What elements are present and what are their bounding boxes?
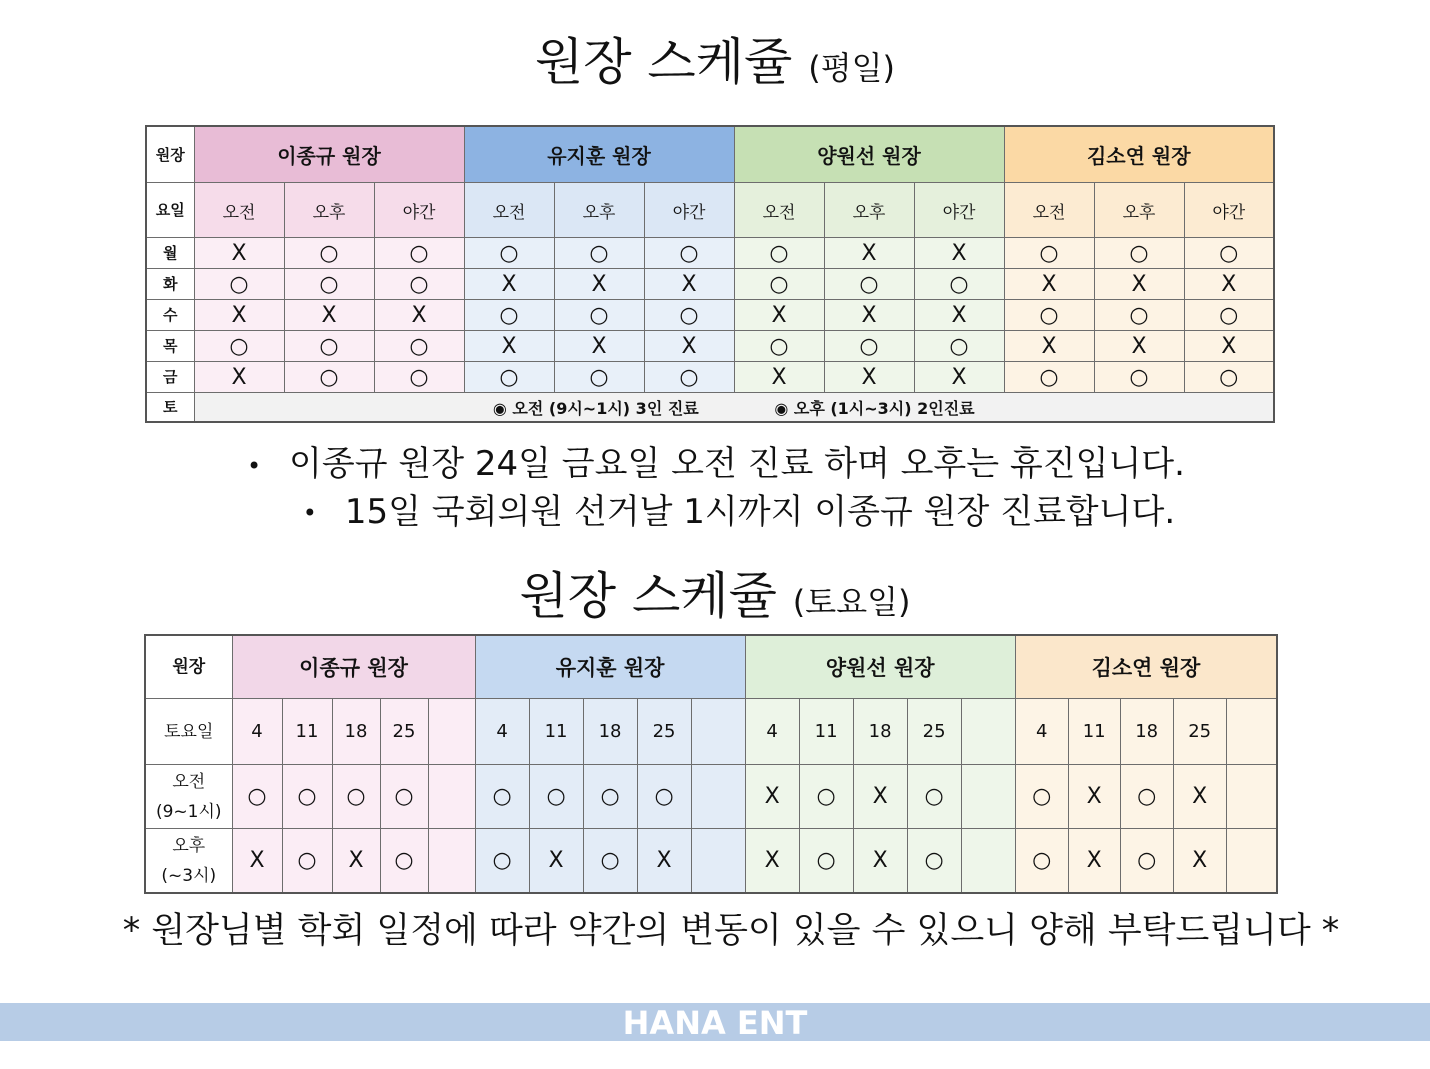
schedule-cell: X bbox=[644, 269, 734, 300]
schedule-cell: X bbox=[853, 765, 907, 829]
day-label: 목 bbox=[146, 331, 194, 362]
schedule-cell: ○ bbox=[1184, 362, 1274, 393]
date-cell: 25 bbox=[1173, 699, 1226, 765]
schedule-cell: ○ bbox=[554, 362, 644, 393]
schedule-cell: ○ bbox=[644, 362, 734, 393]
schedule-cell: ○ bbox=[1184, 238, 1274, 269]
schedule-cell: X bbox=[745, 765, 799, 829]
date-cell: 25 bbox=[380, 699, 428, 765]
schedule-cell: ○ bbox=[464, 300, 554, 331]
schedule-cell: X bbox=[734, 300, 824, 331]
schedule-cell: ○ bbox=[380, 765, 428, 829]
schedule-cell: ○ bbox=[380, 829, 428, 894]
schedule-cell: ○ bbox=[637, 765, 691, 829]
date-cell bbox=[1226, 699, 1277, 765]
schedule-cell: X bbox=[644, 331, 734, 362]
schedule-cell: X bbox=[1173, 829, 1226, 894]
weekday-schedule-table bbox=[145, 125, 1275, 423]
period-header: 오전 bbox=[464, 183, 554, 238]
period-header: 야간 bbox=[644, 183, 734, 238]
schedule-cell: X bbox=[1094, 269, 1184, 300]
doctor-header: 유지훈 원장 bbox=[475, 635, 745, 699]
day-row bbox=[146, 269, 1274, 300]
schedule-cell: ○ bbox=[907, 829, 961, 894]
schedule-cell bbox=[691, 765, 745, 829]
schedule-cell: ○ bbox=[232, 765, 282, 829]
schedule-cell: X bbox=[1173, 765, 1226, 829]
notice-text: 15일 국회의원 선거날 1시까지 이종규 원장 진료합니다. bbox=[344, 491, 1176, 532]
period-header: 야간 bbox=[1184, 183, 1274, 238]
schedule-cell: ○ bbox=[1120, 765, 1173, 829]
schedule-cell: X bbox=[914, 238, 1004, 269]
schedule-cell: ○ bbox=[1015, 829, 1068, 894]
schedule-cell: X bbox=[374, 300, 464, 331]
schedule-cell: X bbox=[824, 238, 914, 269]
schedule-cell: ○ bbox=[734, 331, 824, 362]
saturday-schedule-table bbox=[144, 634, 1278, 894]
day-label: 월 bbox=[146, 238, 194, 269]
schedule-cell: X bbox=[1094, 331, 1184, 362]
schedule-cell: X bbox=[194, 362, 284, 393]
date-cell bbox=[691, 699, 745, 765]
schedule-cell: ○ bbox=[374, 238, 464, 269]
schedule-cell: ○ bbox=[194, 331, 284, 362]
schedule-cell: ○ bbox=[1004, 300, 1094, 331]
date-cell: 18 bbox=[853, 699, 907, 765]
schedule-cell: ○ bbox=[907, 765, 961, 829]
date-cell: 4 bbox=[745, 699, 799, 765]
day-label: 금 bbox=[146, 362, 194, 393]
day-row bbox=[146, 238, 1274, 269]
period-header: 오전 bbox=[194, 183, 284, 238]
date-cell: 11 bbox=[799, 699, 853, 765]
date-cell: 18 bbox=[1120, 699, 1173, 765]
schedule-cell: X bbox=[824, 362, 914, 393]
period-header: 야간 bbox=[374, 183, 464, 238]
date-cell: 11 bbox=[1068, 699, 1120, 765]
day-label: 수 bbox=[146, 300, 194, 331]
corner-doctor-label: 원장 bbox=[146, 126, 194, 183]
schedule-cell: ○ bbox=[554, 300, 644, 331]
schedule-cell bbox=[1226, 829, 1277, 894]
period-header: 오후 bbox=[284, 183, 374, 238]
schedule-cell: ○ bbox=[284, 238, 374, 269]
schedule-cell: ○ bbox=[1004, 238, 1094, 269]
bullet-icon: • bbox=[246, 451, 262, 480]
doctor-header: 김소연 원장 bbox=[1015, 635, 1277, 699]
schedule-cell: ○ bbox=[475, 765, 529, 829]
saturday-note-morning: ◉ 오전 (9시~1시) 3인 진료 bbox=[492, 398, 699, 418]
schedule-cell: X bbox=[1068, 829, 1120, 894]
schedule-cell: ○ bbox=[799, 765, 853, 829]
schedule-change-notice: * 원장님별 학회 일정에 따라 약간의 변동이 있을 수 있으니 양해 부탁드립니다 * bbox=[122, 911, 1340, 951]
weekday-subtitle: (평일) bbox=[808, 49, 896, 87]
schedule-cell: X bbox=[529, 829, 583, 894]
schedule-cell: ○ bbox=[824, 269, 914, 300]
schedule-cell: ○ bbox=[914, 269, 1004, 300]
schedule-cell: ○ bbox=[1094, 362, 1184, 393]
schedule-cell bbox=[691, 829, 745, 894]
schedule-cell: X bbox=[554, 331, 644, 362]
schedule-cell: ○ bbox=[374, 269, 464, 300]
schedule-cell: X bbox=[1004, 269, 1094, 300]
date-cell: 11 bbox=[282, 699, 332, 765]
bullet-icon: • bbox=[302, 499, 317, 527]
schedule-cell: ○ bbox=[464, 238, 554, 269]
schedule-cell bbox=[428, 765, 475, 829]
schedule-cell: X bbox=[853, 829, 907, 894]
schedule-cell: X bbox=[1184, 269, 1274, 300]
schedule-cell: ○ bbox=[1015, 765, 1068, 829]
schedule-cell: ○ bbox=[282, 765, 332, 829]
weekday-schedule-title bbox=[0, 32, 1430, 98]
schedule-cell bbox=[961, 829, 1015, 894]
doctor-header: 이종규 원장 bbox=[194, 126, 464, 183]
afternoon-row bbox=[145, 829, 1277, 894]
schedule-cell: ○ bbox=[374, 362, 464, 393]
schedule-cell: ○ bbox=[1094, 300, 1184, 331]
schedule-cell: X bbox=[194, 238, 284, 269]
schedule-cell bbox=[961, 765, 1015, 829]
saturday-label: 토요일 bbox=[145, 699, 232, 765]
afternoon-label-text: 오후 bbox=[172, 835, 206, 856]
saturday-note bbox=[194, 393, 1274, 423]
schedule-cell: ○ bbox=[332, 765, 380, 829]
schedule-cell: ○ bbox=[284, 269, 374, 300]
schedule-cell: X bbox=[464, 269, 554, 300]
saturday-schedule-title bbox=[0, 566, 1430, 632]
date-cell: 4 bbox=[1015, 699, 1068, 765]
period-header: 오전 bbox=[1004, 183, 1094, 238]
date-cell: 18 bbox=[583, 699, 637, 765]
date-cell bbox=[428, 699, 475, 765]
schedule-cell: ○ bbox=[284, 362, 374, 393]
date-cell: 4 bbox=[475, 699, 529, 765]
schedule-cell: ○ bbox=[644, 300, 734, 331]
morning-label bbox=[145, 765, 232, 829]
saturday-subtitle: (토요일) bbox=[792, 583, 911, 621]
day-row bbox=[146, 300, 1274, 331]
period-header: 오후 bbox=[554, 183, 644, 238]
schedule-cell: X bbox=[464, 331, 554, 362]
saturday-row bbox=[146, 393, 1274, 423]
schedule-cell: X bbox=[284, 300, 374, 331]
schedule-cell: ○ bbox=[914, 331, 1004, 362]
doctor-header: 이종규 원장 bbox=[232, 635, 475, 699]
schedule-cell: ○ bbox=[824, 331, 914, 362]
date-cell: 18 bbox=[332, 699, 380, 765]
doctor-header: 양원선 원장 bbox=[745, 635, 1015, 699]
brand-name: HANA ENT bbox=[622, 1004, 808, 1042]
schedule-cell: X bbox=[194, 300, 284, 331]
schedule-cell: X bbox=[745, 829, 799, 894]
schedule-cell bbox=[428, 829, 475, 894]
morning-hours: (9~1시) bbox=[155, 801, 222, 822]
schedule-cell: X bbox=[637, 829, 691, 894]
date-cell: 11 bbox=[529, 699, 583, 765]
schedule-cell: X bbox=[1004, 331, 1094, 362]
period-header: 야간 bbox=[914, 183, 1004, 238]
schedule-cell bbox=[1226, 765, 1277, 829]
schedule-cell: X bbox=[734, 362, 824, 393]
day-row bbox=[146, 362, 1274, 393]
schedule-cell: ○ bbox=[644, 238, 734, 269]
date-cell bbox=[961, 699, 1015, 765]
schedule-cell: X bbox=[1068, 765, 1120, 829]
doctor-header: 유지훈 원장 bbox=[464, 126, 734, 183]
corner-day-label: 요일 bbox=[146, 183, 194, 238]
notice-list bbox=[0, 441, 1430, 536]
day-label: 토 bbox=[146, 393, 194, 423]
schedule-cell: X bbox=[914, 300, 1004, 331]
morning-label-text: 오전 bbox=[172, 771, 206, 792]
afternoon-hours: (~3시) bbox=[161, 865, 217, 886]
doctor-header: 김소연 원장 bbox=[1004, 126, 1274, 183]
schedule-cell: ○ bbox=[799, 829, 853, 894]
schedule-cell: ○ bbox=[1094, 238, 1184, 269]
day-label: 화 bbox=[146, 269, 194, 300]
notice-item bbox=[0, 441, 1430, 489]
schedule-cell: X bbox=[824, 300, 914, 331]
doctor-header: 양원선 원장 bbox=[734, 126, 1004, 183]
schedule-cell: ○ bbox=[284, 331, 374, 362]
schedule-cell: ○ bbox=[282, 829, 332, 894]
schedule-cell: ○ bbox=[374, 331, 464, 362]
schedule-cell: X bbox=[232, 829, 282, 894]
schedule-cell: ○ bbox=[1184, 300, 1274, 331]
date-cell: 25 bbox=[637, 699, 691, 765]
schedule-cell: ○ bbox=[1004, 362, 1094, 393]
schedule-cell: X bbox=[914, 362, 1004, 393]
schedule-cell: ○ bbox=[475, 829, 529, 894]
schedule-cell: ○ bbox=[464, 362, 554, 393]
schedule-cell: ○ bbox=[583, 829, 637, 894]
saturday-title-text: 원장 스케쥴 bbox=[519, 567, 777, 625]
day-row bbox=[146, 331, 1274, 362]
schedule-cell: X bbox=[332, 829, 380, 894]
brand-bar bbox=[0, 1003, 1430, 1041]
schedule-cell: ○ bbox=[194, 269, 284, 300]
date-cell: 4 bbox=[232, 699, 282, 765]
schedule-cell: X bbox=[554, 269, 644, 300]
schedule-cell: ○ bbox=[734, 238, 824, 269]
schedule-cell: ○ bbox=[583, 765, 637, 829]
weekday-title-text: 원장 스케쥴 bbox=[534, 33, 793, 91]
schedule-cell: ○ bbox=[734, 269, 824, 300]
schedule-cell: ○ bbox=[1120, 829, 1173, 894]
period-header: 오전 bbox=[734, 183, 824, 238]
period-header: 오후 bbox=[1094, 183, 1184, 238]
saturday-note-afternoon: ◉ 오후 (1시~3시) 2인진료 bbox=[774, 398, 975, 418]
morning-row bbox=[145, 765, 1277, 829]
schedule-cell: ○ bbox=[529, 765, 583, 829]
period-header: 오후 bbox=[824, 183, 914, 238]
schedule-cell: ○ bbox=[554, 238, 644, 269]
afternoon-label bbox=[145, 829, 232, 894]
notice-text: 이종규 원장 24일 금요일 오전 진료 하며 오후는 휴진입니다. bbox=[289, 444, 1185, 484]
corner-doctor-label: 원장 bbox=[145, 635, 232, 699]
notice-item bbox=[0, 489, 1430, 537]
date-cell: 25 bbox=[907, 699, 961, 765]
schedule-cell: X bbox=[1184, 331, 1274, 362]
